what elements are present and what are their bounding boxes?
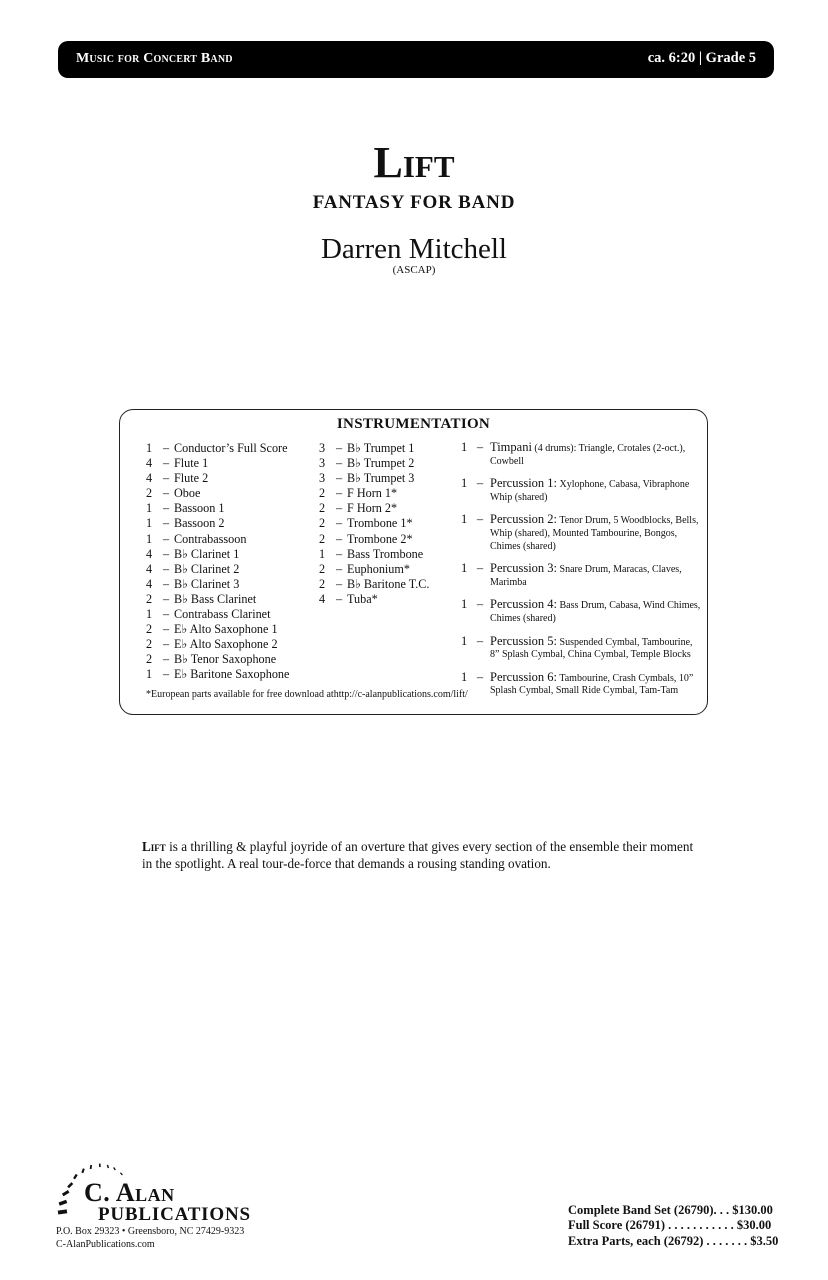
instrument-name: F Horn 1* [347,486,398,501]
instrument-qty: 4 [319,591,326,606]
instrument-qty: 2 [319,576,326,591]
price-row: Extra Parts, each (26792) . . . . . . . $3.50 [568,1233,779,1248]
instrument-name: Contrabass Clarinet [174,607,271,622]
dash-separator: – [162,456,170,471]
instrument-qty: 1 [461,440,468,454]
instrument-qty: 4 [146,561,153,576]
instrument-qty: 3 [319,471,326,486]
instrument-qty: 2 [319,516,326,531]
instrument-qty: 1 [146,667,153,682]
instrument-qty: 4 [146,471,153,486]
composer-affiliation: (ASCAP) [392,264,436,276]
dash-separator: – [335,561,343,576]
instrument-qty: 1 [319,546,326,561]
instrument-row [146,622,289,637]
dash-separator: – [162,561,170,576]
dash-separator: – [162,546,170,561]
instrument-name: Trombone 2* [347,531,413,546]
instrument-name: E♭ Alto Saxophone 2 [174,637,278,652]
instrument-qty: 4 [146,546,153,561]
dash-separator: – [335,456,343,471]
instrument-qty: 2 [146,637,153,652]
instrument-qty: 1 [146,501,153,516]
instrument-row [319,441,429,456]
instrument-row [146,547,289,562]
percussion-name: Percussion 5: [490,633,558,648]
instrument-row [319,486,429,501]
percussion-row [461,598,701,625]
instrument-name: Euphonium* [347,561,410,576]
dash-separator: – [162,471,170,486]
dash-separator: – [162,576,170,591]
instrument-row [146,562,289,577]
instrument-qty: 1 [146,607,153,622]
instrument-row [319,456,429,471]
instrument-row [146,532,289,547]
instrument-qty: 1 [461,561,468,576]
dash-separator: – [476,597,484,612]
percussion-row [461,441,701,468]
dash-separator: – [162,637,170,652]
instrument-row [146,607,289,622]
instrument-row [146,441,289,456]
description-text: is a thrilling & playful joyride of an overture that gives every section of the ensemble their moment in the spotlight. A real tour-de-force that demands a rousing standing ovation. [142,839,694,871]
instrument-qty: 1 [146,531,153,546]
dash-separator: – [476,633,484,648]
dash-separator: – [162,622,170,637]
publisher-logo [56,1156,271,1251]
instrument-row [319,532,429,547]
percussion-name: Percussion 3: [490,561,558,576]
instrument-row [146,516,289,531]
percussion-name: Percussion 1: [490,476,558,491]
publisher-address: P.O. Box 29323 • Greensboro, NC 27429-9323 [56,1226,245,1237]
header-bar [58,41,774,78]
dash-separator: – [162,486,170,501]
instrument-row [146,577,289,592]
dash-separator: – [335,501,343,516]
dash-separator: – [335,486,343,501]
dash-separator: – [335,591,343,606]
instrument-qty: 1 [146,516,153,531]
instrument-name: Trombone 1* [347,516,413,531]
instrument-name: B♭ Trumpet 3 [347,471,415,486]
instrument-row [146,471,289,486]
dash-separator: – [162,591,170,606]
instrument-name: Conductor’s Full Score [174,441,288,455]
instrument-name: Bass Trombone [347,546,424,561]
percussion-detail: Tambourine, Crash Cymbals, 10” Splash Cymbal, Small Ride Cymbal, Tam-Tam [490,672,694,697]
instrument-qty: 2 [146,652,153,667]
instrument-name: B♭ Clarinet 1 [174,546,240,561]
dash-separator: – [162,652,170,667]
instrument-name: E♭ Baritone Saxophone [174,667,290,682]
instrument-row [319,501,429,516]
percussion-name: Percussion 6: [490,669,558,684]
instrument-qty: 1 [461,597,468,612]
instrument-qty: 4 [146,456,153,471]
percussion-row [461,477,701,504]
instrument-name: B♭ Bass Clarinet [174,591,257,606]
instrument-qty: 1 [461,669,468,684]
pricing-list [568,1203,778,1249]
instrument-name: B♭ Trumpet 1 [347,441,415,455]
instrument-name: B♭ Clarinet 3 [174,576,240,591]
instrument-column-woodwinds [146,441,289,683]
instrumentation-heading: INSTRUMENTATION [336,416,491,432]
dash-separator: – [476,476,484,491]
instrument-qty: 3 [319,441,326,455]
instrument-qty: 2 [146,591,153,606]
percussion-row [461,671,701,698]
instrument-name: Flute 2 [174,471,209,486]
instrument-qty: 1 [461,476,468,491]
instrumentation-box [119,409,708,715]
dash-separator: – [162,516,170,531]
instrument-name: Bassoon 1 [174,501,225,516]
dash-separator: – [476,512,484,527]
instrument-qty: 2 [319,486,326,501]
dash-separator: – [335,531,343,546]
instrument-name: Flute 1 [174,456,209,471]
duration-grade: ca. 6:20 | Grade 5 [647,50,756,66]
dash-separator: – [335,441,343,455]
piece-title: Lift [373,138,455,187]
dash-separator: – [162,607,170,622]
publisher-name: C. Alan [84,1178,175,1207]
instrument-row [319,577,429,592]
piece-subtitle: FANTASY FOR BAND [312,192,516,213]
publisher-website: C-AlanPublications.com [56,1239,155,1250]
price-row: Full Score (26791) . . . . . . . . . . . $30.00 [568,1218,772,1233]
instrument-row [319,516,429,531]
instrument-qty: 2 [319,561,326,576]
instrument-qty: 2 [319,501,326,516]
instrument-row [146,667,289,682]
dash-separator: – [162,441,170,455]
dash-separator: – [162,531,170,546]
percussion-detail: Bass Drum, Cabasa, Wind Chimes, Chimes (shared) [490,600,701,624]
dash-separator: – [476,440,484,454]
instrument-name: B♭ Trumpet 2 [347,456,415,471]
percussion-detail: Tenor Drum, 5 Woodblocks, Bells, Whip (shared), Mounted Tambourine, Bongos, Chimes (shared) [490,515,699,552]
percussion-name: Percussion 2: [490,512,558,527]
instrument-qty: 3 [319,456,326,471]
dash-separator: – [335,576,343,591]
instrument-name: E♭ Alto Saxophone 1 [174,622,278,637]
instrument-name: B♭ Tenor Saxophone [174,652,277,667]
instrument-name: B♭ Clarinet 2 [174,561,240,576]
instrument-qty: 1 [146,441,153,455]
percussion-row [461,513,701,553]
instrument-row [319,562,429,577]
instrument-row [319,547,429,562]
instrument-qty: 2 [146,486,153,501]
dash-separator: – [162,667,170,682]
percussion-row [461,562,701,589]
percussion-detail: Suspended Cymbal, Tambourine, 8” Splash Cymbal, China Cymbal, Temple Blocks [490,636,693,661]
price-row: Complete Band Set (26790). . . $130.00 [568,1203,773,1217]
dash-separator: – [476,669,484,684]
series-label: Music for Concert Band [76,51,233,66]
dash-separator: – [335,471,343,486]
instrument-row [319,592,429,607]
instrument-qty: 2 [146,622,153,637]
european-parts-footnote: *European parts available for free download athttp://c-alanpublications.com/lift/ [146,689,468,700]
instrument-name: Oboe [174,486,201,501]
instrument-name: F Horn 2* [347,501,398,516]
instrument-row [146,592,289,607]
dash-separator: – [335,516,343,531]
description-title: Lift [142,839,166,854]
instrument-row [146,652,289,667]
instrument-name: Tuba* [347,591,378,606]
publisher-subname: PUBLICATIONS [98,1204,251,1225]
instrument-row [146,486,289,501]
dash-separator: – [476,561,484,576]
instrument-row [146,501,289,516]
instrument-qty: 1 [461,512,468,527]
percussion-detail: Xylophone, Cabasa, Vibraphone Whip (shared) [490,479,690,503]
dash-separator: – [335,546,343,561]
instrument-row [146,456,289,471]
instrument-qty: 2 [319,531,326,546]
dash-separator: – [162,501,170,516]
instrument-name: Contrabassoon [174,531,247,546]
instrument-name: Bassoon 2 [174,516,225,531]
instrument-qty: 4 [146,576,153,591]
percussion-detail: (4 drums): Triangle, Crotales (2-oct.), Cowbell [490,443,686,467]
percussion-detail: Snare Drum, Maracas, Claves, Marimba [490,564,682,588]
piece-description [142,838,702,872]
instrument-column-percussion [461,441,701,707]
percussion-name: Percussion 4: [490,597,558,612]
percussion-row [461,635,701,662]
instrument-name: B♭ Baritone T.C. [347,576,430,591]
instrument-column-brass [319,441,429,607]
instrument-row [146,637,289,652]
composer-name: Darren Mitchell [320,233,507,265]
percussion-name: Timpani [490,440,532,454]
instrument-row [319,471,429,486]
instrument-qty: 1 [461,633,468,648]
